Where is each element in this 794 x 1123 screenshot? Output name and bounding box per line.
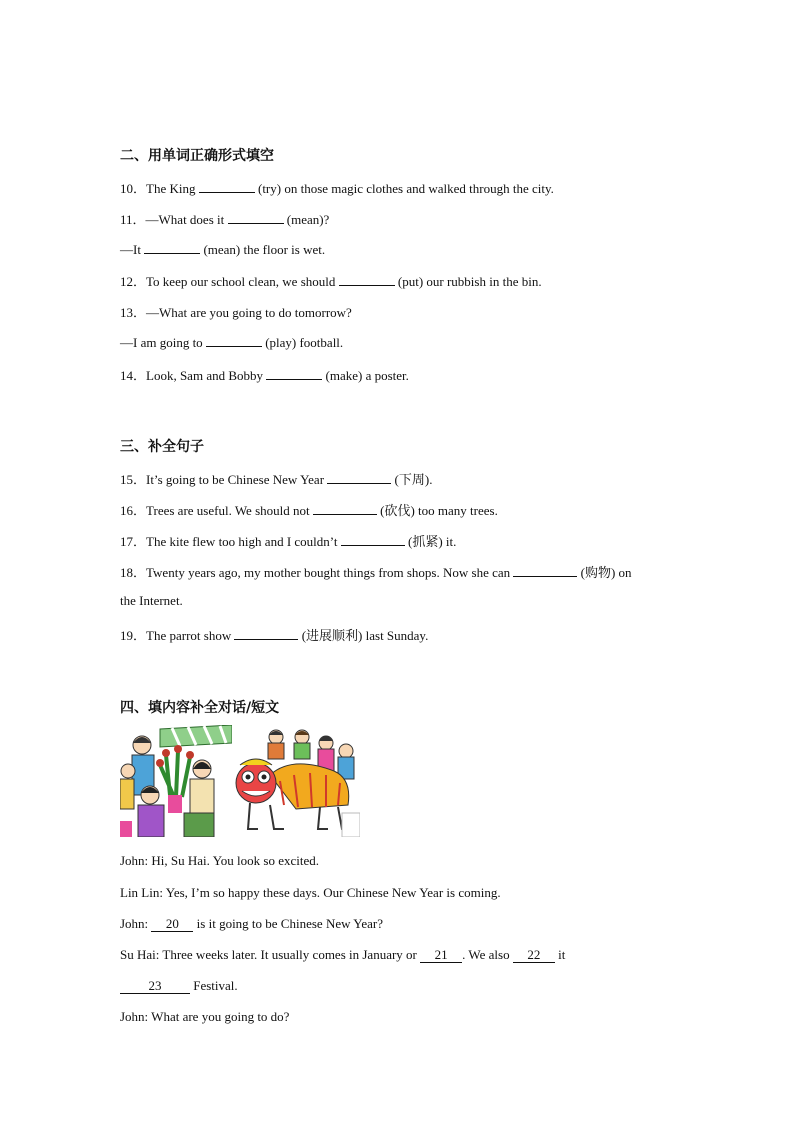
question-11: 11．—What does it (mean)? bbox=[120, 212, 330, 227]
question-17: 17．The kite flew too high and I couldn’t (抓紧) it. bbox=[120, 534, 457, 549]
question-11-reply: —It (mean) the floor is wet. bbox=[120, 242, 326, 257]
answer-blank[interactable] bbox=[234, 626, 298, 640]
question-18-continued: the Internet. bbox=[120, 593, 183, 608]
answer-blank[interactable] bbox=[513, 563, 577, 577]
section-4-title: 四、填内容补全对话/短文 bbox=[120, 700, 280, 716]
answer-blank[interactable] bbox=[313, 501, 377, 515]
answer-blank-22[interactable]: 22 bbox=[513, 948, 555, 963]
answer-blank[interactable] bbox=[339, 272, 395, 286]
question-15: 15．It’s going to be Chinese New Year (下周). bbox=[120, 472, 433, 487]
dialogue-line-4: Su Hai: Three weeks later. It usually comes in January or 21 . We also 22 it bbox=[120, 947, 566, 962]
question-13-reply: —I am going to (play) football. bbox=[120, 335, 344, 350]
question-19: 19．The parrot show (进展顺利) last Sunday. bbox=[120, 628, 429, 643]
answer-blank[interactable] bbox=[228, 210, 284, 224]
answer-blank[interactable] bbox=[266, 366, 322, 380]
section-2-title: 二、用单词正确形式填空 bbox=[120, 148, 274, 164]
chinese-new-year-illustration bbox=[120, 725, 360, 837]
question-10: 10．The King (try) on those magic clothes and walked through the city. bbox=[120, 181, 554, 196]
question-14: 14．Look, Sam and Bobby (make) a poster. bbox=[120, 368, 409, 383]
dialogue-line-1: John: Hi, Su Hai. You look so excited. bbox=[120, 853, 319, 868]
section-3-title: 三、补全句子 bbox=[120, 439, 204, 455]
question-13: 13．—What are you going to do tomorrow? bbox=[120, 305, 352, 320]
answer-blank[interactable] bbox=[206, 333, 262, 347]
answer-blank[interactable] bbox=[327, 470, 391, 484]
answer-blank[interactable] bbox=[144, 240, 200, 254]
dialogue-line-3: John: 20 is it going to be Chinese New Year? bbox=[120, 916, 383, 931]
answer-blank-21[interactable]: 21 bbox=[420, 948, 462, 963]
dialogue-line-6: John: What are you going to do? bbox=[120, 1009, 290, 1024]
dialogue-line-2: Lin Lin: Yes, I’m so happy these days. Our Chinese New Year is coming. bbox=[120, 885, 501, 900]
question-16: 16．Trees are useful. We should not (砍伐) too many trees. bbox=[120, 503, 498, 518]
answer-blank[interactable] bbox=[341, 532, 405, 546]
answer-blank-23[interactable]: 23 bbox=[120, 979, 190, 994]
dialogue-line-5: 23 Festival. bbox=[120, 978, 238, 994]
answer-blank-20[interactable]: 20 bbox=[151, 917, 193, 932]
answer-blank[interactable] bbox=[199, 179, 255, 193]
question-18: 18．Twenty years ago, my mother bought things from shops. Now she can (购物) on bbox=[120, 565, 632, 580]
question-12: 12．To keep our school clean, we should (put) our rubbish in the bin. bbox=[120, 274, 542, 289]
